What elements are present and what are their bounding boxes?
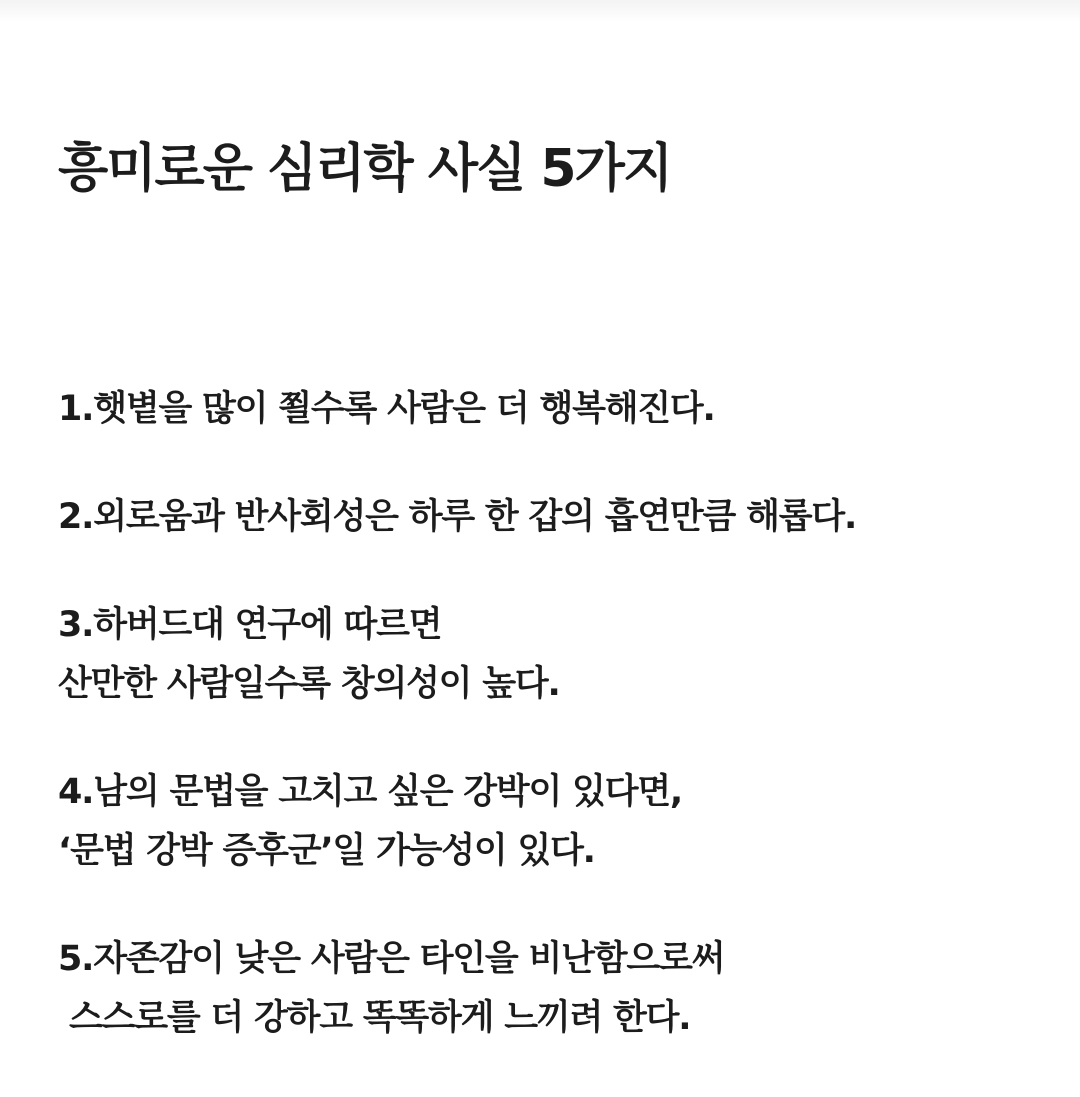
- fact-4-line-2: ‘문법 강박 증후군’일 가능성이 있다.: [58, 831, 595, 871]
- fact-3-line-2: 산만한 사람일수록 창의성이 높다.: [58, 664, 560, 704]
- fact-item-1: [58, 380, 1058, 439]
- fact-3-line-1: 3.하버드대 연구에 따르면: [58, 605, 442, 645]
- fact-item-5: [58, 930, 1058, 1048]
- page-title: 흥미로운 심리학 사실 5가지: [58, 139, 672, 199]
- fact-5-line-2: 스스로를 더 강하고 똑똑하게 느끼려 한다.: [58, 998, 691, 1038]
- fact-item-4: [58, 763, 1058, 881]
- fact-item-2: [58, 488, 1058, 547]
- fact-5-line-1: 5.자존감이 낮은 사람은 타인을 비난함으로써: [58, 939, 725, 979]
- fact-2-line-1: 2.외로움과 반사회성은 하루 한 갑의 흡연만큼 해롭다.: [58, 497, 857, 537]
- fact-4-line-1: 4.남의 문법을 고치고 싶은 강박이 있다면,: [58, 772, 683, 812]
- fact-item-3: [58, 596, 1058, 714]
- facts-list: [58, 380, 1058, 1097]
- fact-1-line-1: 1.햇볕을 많이 쬘수록 사람은 더 행복해진다.: [58, 389, 715, 429]
